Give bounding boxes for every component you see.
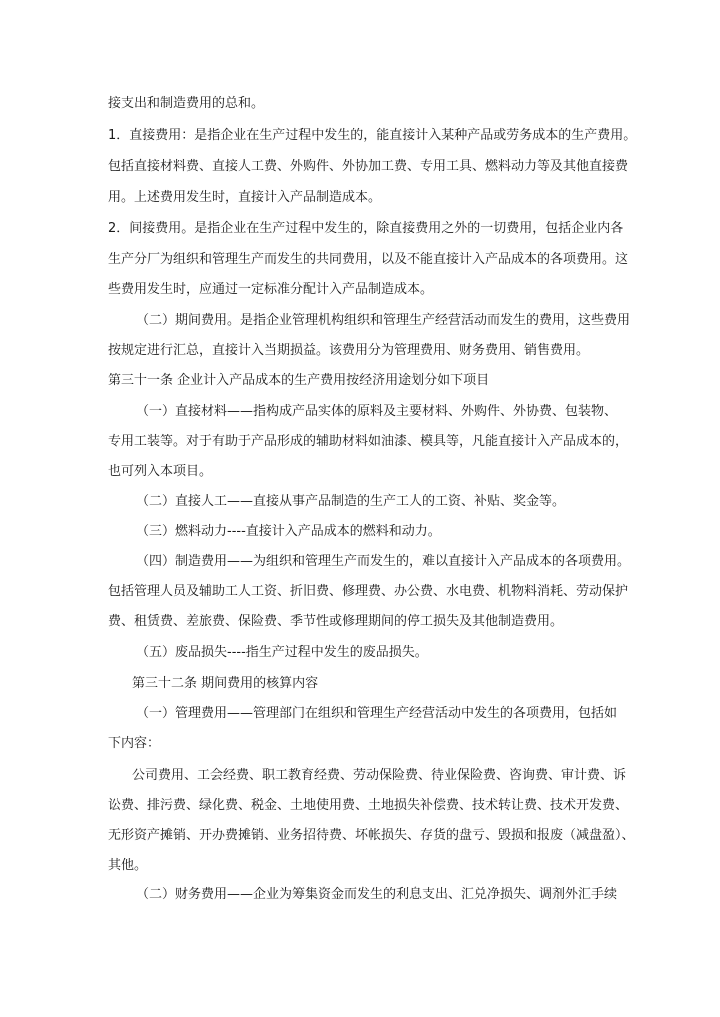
text-line: （一）管理费用——管理部门在组织和管理生产经营活动中发生的各项费用，包括如 [136, 706, 618, 721]
text-line: 费、租赁费、差旅费、保险费、季节性或修理期间的停工损失及其他制造费用。 [108, 614, 564, 629]
text-line: 2．间接费用。是指企业在生产过程中发生的，除直接费用之外的一切费用，包括企业内各 [108, 221, 624, 236]
text-line: 也可列入本项目。 [108, 464, 213, 479]
text-line: 包括直接材料费、直接人工费、外购件、外协加工费、专用工具、燃料动力等及其他直接费 [108, 159, 629, 174]
text-line: 按规定进行汇总，直接计入当期损益。该费用分为管理费用、财务费用、销售费用。 [108, 343, 590, 358]
text-line: （二）期间费用。是指企业管理机构组织和管理生产经营活动而发生的费用，这些费用 [136, 313, 631, 328]
text-line: 1．直接费用：是指企业在生产过程中发生的，能直接计入某种产品或劳务成本的生产费用。 [108, 128, 637, 143]
text-line: （五）废品损失----指生产过程中发生的废品损失。 [136, 645, 428, 660]
text-line: 些费用发生时，应通过一定标准分配计入产品制造成本。 [108, 282, 434, 297]
text-line: 其他。 [108, 858, 148, 873]
text-line: 用。上述费用发生时，直接计入产品制造成本。 [108, 190, 382, 205]
text-line: 包括管理人员及辅助工人工资、折旧费、修理费、办公费、水电费、机物料消耗、劳动保护 [108, 584, 629, 599]
text-line: 公司费用、工会经费、职工教育经费、劳动保险费、待业保险费、咨询费、审计费、诉 [132, 768, 627, 783]
text-line: （二）财务费用——企业为筹集资金而发生的利息支出、汇兑净损失、调剂外汇手续 [136, 887, 618, 902]
text-line: 生产分厂为组织和管理生产而发生的共同费用，以及不能直接计入产品成本的各项费用。这 [108, 252, 629, 267]
article-heading: 第三十二条 期间费用的核算内容 [132, 676, 319, 691]
text-line: 讼费、排污费、绿化费、税金、土地使用费、土地损失补偿费、技术转让费、技术开发费、 [108, 798, 629, 813]
text-line: （四）制造费用——为组织和管理生产而发生的，难以直接计入产品成本的各项费用。 [136, 554, 631, 569]
text-line: 接支出和制造费用的总和。 [108, 96, 265, 111]
article-heading: 第三十一条 企业计入产品成本的生产费用按经济用途划分如下项目 [108, 373, 490, 388]
text-line: 专用工装等。对于有助于产品形成的辅助材料如油漆、模具等，凡能直接计入产品成本的， [108, 434, 629, 449]
text-line: （二）直接人工——直接从事产品制造的生产工人的工资、补贴、奖金等。 [136, 494, 566, 509]
text-line: 下内容： [108, 736, 161, 751]
text-line: 无形资产摊销、开办费摊销、业务招待费、坏帐损失、存货的盘亏、毁损和报废（减盘盈）、 [108, 828, 635, 843]
text-line: （三）燃料动力----直接计入产品成本的燃料和动力。 [136, 524, 441, 539]
text-line: （一）直接材料——指构成产品实体的原料及主要材料、外购件、外协费、包装物、 [136, 404, 618, 419]
